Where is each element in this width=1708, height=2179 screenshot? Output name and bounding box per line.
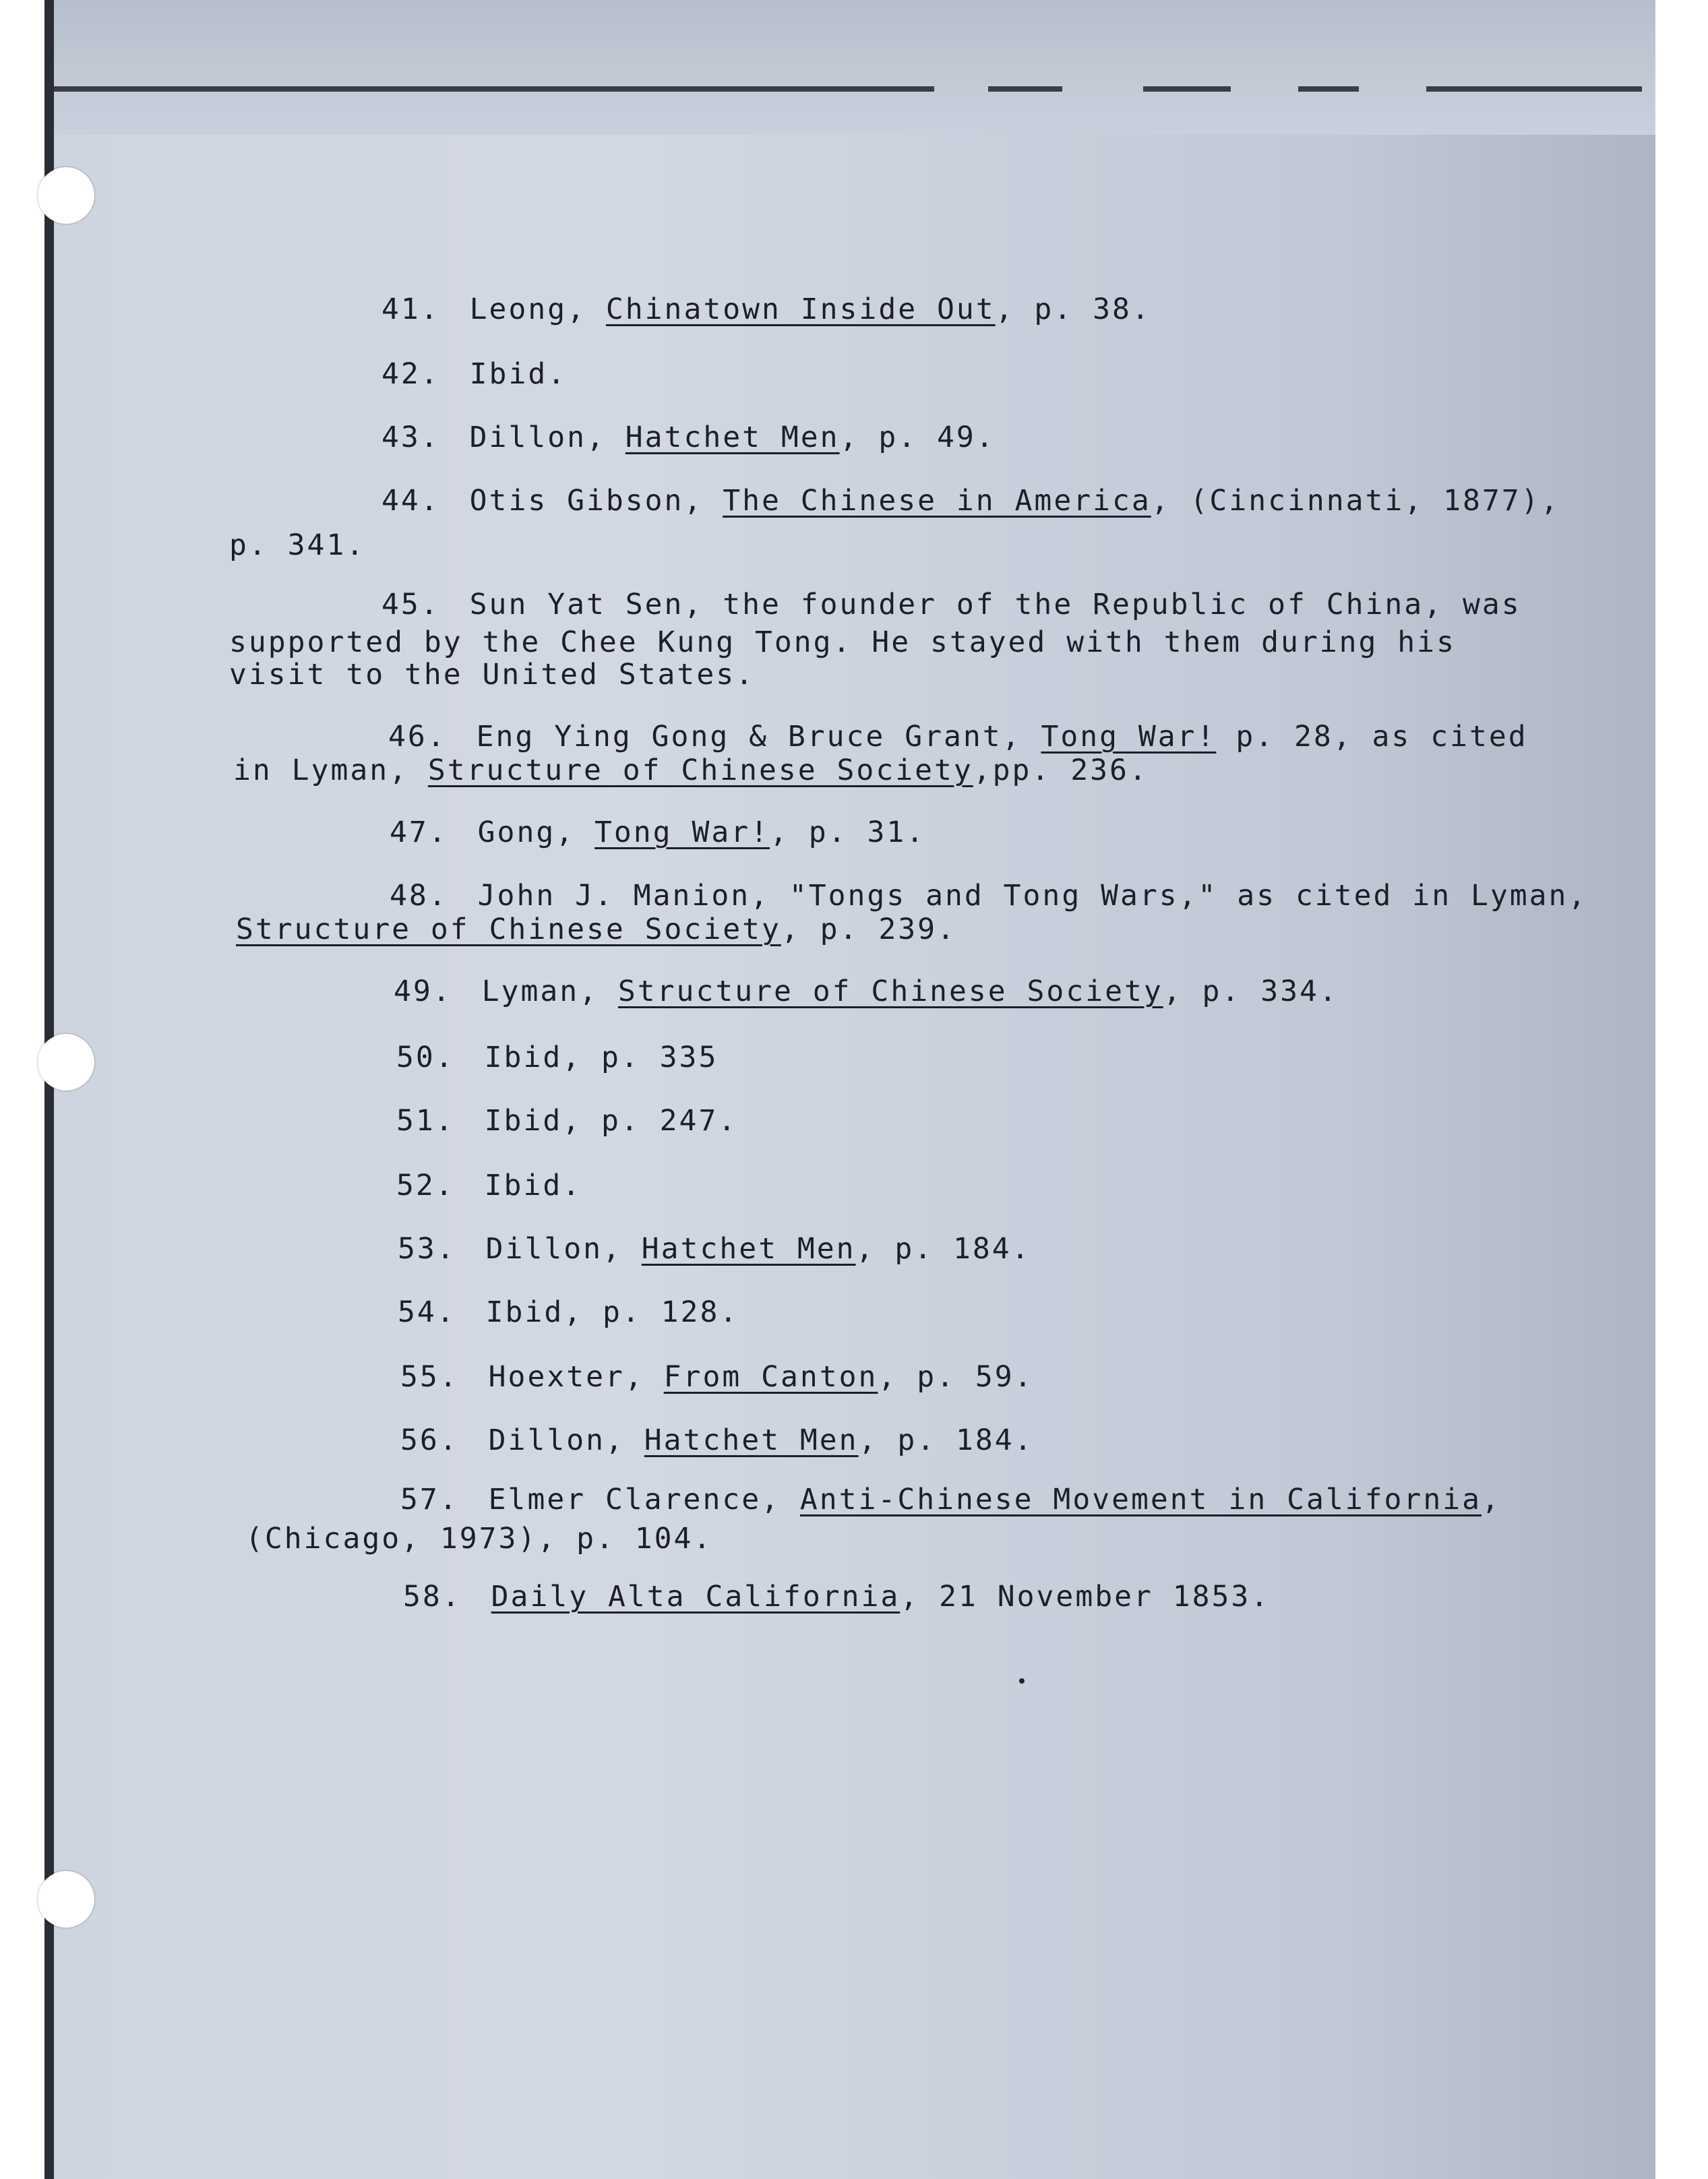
- header-rule-segment: [1298, 86, 1359, 92]
- footnote-45: 45. Sun Yat Sen, the founder of the Republic of China, was: [382, 588, 1521, 621]
- footnote-44-cont: p. 341.: [229, 528, 366, 562]
- book-title: Structure of Chinese Society: [427, 754, 973, 787]
- footnote-57: 57. Elmer Clarence, Anti-Chinese Movement in California,: [400, 1483, 1501, 1516]
- footnote-48: 48. John J. Manion, "Tongs and Tong Wars," as cited in Lyman,: [390, 879, 1588, 913]
- footnote-55: 55. Hoexter, From Canton, p. 59.: [400, 1360, 1034, 1394]
- book-title: Hatchet Men: [644, 1423, 859, 1457]
- footnote-45-cont2: visit to the United States.: [229, 658, 755, 692]
- footnote-52: 52. Ibid.: [396, 1169, 582, 1202]
- book-title: Structure of Chinese Society: [617, 975, 1163, 1008]
- footnote-41: 41. Leong, Chinatown Inside Out, p. 38.: [382, 293, 1151, 326]
- page-edge-shadow: [44, 0, 54, 2179]
- footnote-43: 43. Dillon, Hatchet Men, p. 49.: [382, 421, 996, 454]
- footnote-46: 46. Eng Ying Gong & Bruce Grant, Tong War! p. 28, as cited: [388, 720, 1528, 754]
- book-title: Daily Alta California: [491, 1580, 901, 1614]
- footnote-48-cont: Structure of Chinese Society, p. 239.: [236, 913, 956, 946]
- footnote-56: 56. Dillon, Hatchet Men, p. 184.: [400, 1423, 1034, 1457]
- footnote-53: 53. Dillon, Hatchet Men, p. 184.: [398, 1232, 1031, 1266]
- footnote-57-cont: (Chicago, 1973), p. 104.: [245, 1522, 713, 1556]
- speck: [1019, 1678, 1025, 1684]
- book-title: Chinatown Inside Out: [605, 293, 996, 326]
- book-title: Tong War!: [594, 816, 770, 849]
- footnote-44: 44. Otis Gibson, The Chinese in America, (Cincinnati, 1877),: [382, 484, 1560, 518]
- punch-hole: [38, 167, 94, 224]
- book-title: The Chinese in America: [723, 484, 1151, 518]
- footnote-42: 42. Ibid.: [382, 357, 568, 391]
- footnote-49: 49. Lyman, Structure of Chinese Society, p. 334.: [394, 975, 1339, 1008]
- footnote-51: 51. Ibid, p. 247.: [396, 1104, 738, 1138]
- footnote-58: 58. Daily Alta California, 21 November 1853.: [403, 1580, 1271, 1614]
- footnote-54: 54. Ibid, p. 128.: [398, 1295, 739, 1329]
- footnote-50: 50. Ibid, p. 335: [396, 1041, 719, 1074]
- footnote-45-cont: supported by the Chee Kung Tong. He stayed with them during his: [229, 625, 1456, 659]
- footnote-47: 47. Gong, Tong War!, p. 31.: [390, 816, 926, 849]
- header-rule-segment: [988, 86, 1062, 92]
- book-title: Hatchet Men: [641, 1232, 856, 1266]
- book-title: Anti-Chinese Movement in California: [799, 1483, 1482, 1516]
- book-title: Hatchet Men: [625, 421, 840, 454]
- punch-hole: [38, 1871, 94, 1928]
- header-rule-segment: [1143, 86, 1231, 92]
- header-rule-segment: [1426, 86, 1642, 92]
- book-title: Structure of Chinese Society: [236, 913, 781, 946]
- book-title: Tong War!: [1041, 720, 1217, 754]
- footnote-46-cont: in Lyman, Structure of Chinese Society,pp. 236.: [233, 754, 1149, 787]
- header-rule: [51, 86, 934, 92]
- header-strip: [51, 0, 1655, 135]
- punch-hole: [38, 1034, 94, 1091]
- book-title: From Canton: [663, 1360, 878, 1394]
